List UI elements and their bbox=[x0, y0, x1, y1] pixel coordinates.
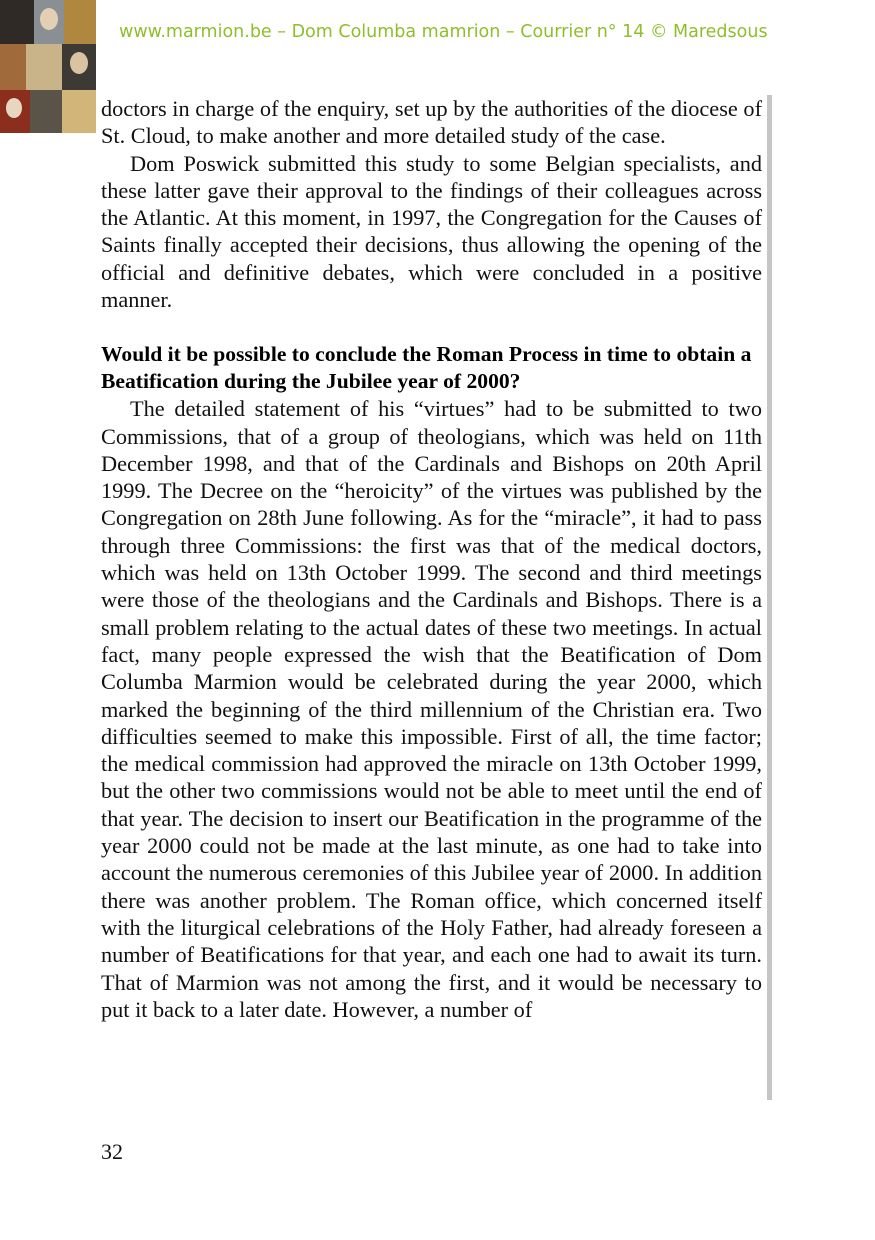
header-site-line[interactable]: www.marmion.be – Dom Columba mamrion – Courrier n° 14 © Maredsous bbox=[119, 22, 768, 42]
paragraph-gap bbox=[101, 313, 762, 340]
article-body bbox=[101, 95, 762, 1023]
margin-bar bbox=[767, 95, 772, 1100]
paragraph-poswick: Dom Poswick submitted this study to some Belgian specialists, and these latter gave their approval to the findings of their colleagues across the Atlantic. At this moment, in 1997, the Congregation for the Causes of Saints finally accepted their decisions, thus allowing the opening of the official and definitive debates, which were concluded in a positive manner. bbox=[101, 150, 762, 313]
answer-paragraph: The detailed statement of his “virtues” had to be submitted to two Commissions, that of a group of theologians, which was held on 11th December 1998, and that of the Cardinals and Bishops on 20th April 1999. The Decree on the “heroicity” of the virtues was published by the Congregation on 28th June following. As for the “miracle”, it had to pass through three Commissions: the first was that of the medical doctors, which was held on 13th October 1999. The second and third meetings were those of the theologians and the Cardinals and Bishops. There is a small problem relating to the actual dates of these two meetings. In actual fact, many people expressed the wish that the Beatification of Dom Columba Marmion would be celebrated during the year 2000, which marked the beginning of the third millennium of the Christian era. Two difficulties seemed to make this impossible. First of all, the time factor; the medical commission had approved the miracle on 13th October 1999, but the other two commissions would not be able to meet until the end of that year. The decision to insert our Beatification in the programme of the year 2000 could not be made at the last minute, as one had to take into account the numerous ceremonies of this Jubilee year of 2000. In addition there was another problem. The Roman office, which concerned itself with the liturgical celebrations of the Holy Father, had already foreseen a number of Beatifications for that year, and each one had to await its turn. That of Marmion was not among the first, and it would be necessary to put it back to a later date. However, a number of bbox=[101, 396, 762, 1022]
page-number: 32 bbox=[101, 1139, 123, 1164]
question-heading: Would it be possible to conclude the Roman Process in time to obtain a Beatification during the Jubilee year of 2000? bbox=[101, 341, 752, 393]
paragraph-continuation: doctors in charge of the enquiry, set up by the authorities of the diocese of St. Cloud, to make another and more detailed study of the case. bbox=[101, 96, 762, 149]
header-photo-collage bbox=[0, 0, 96, 133]
